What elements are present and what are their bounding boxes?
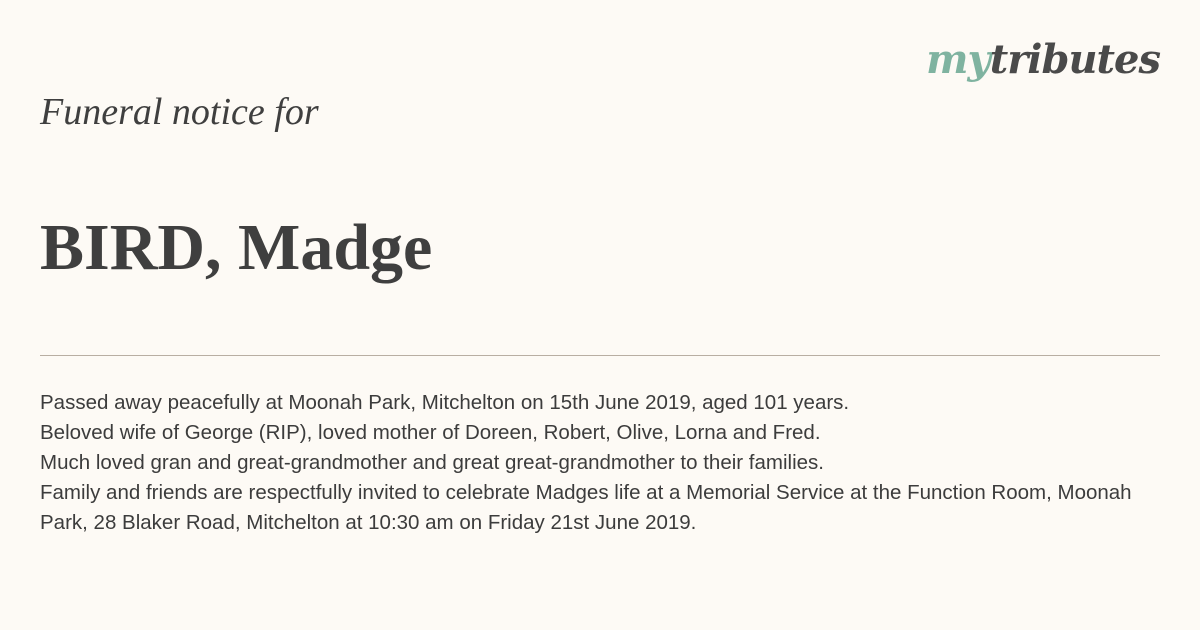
notice-line: Family and friends are respectfully invited to celebrate Madges life at a Memorial Service at the Function Room, Moonah Park, 28 Blaker Road, Mitchelton at 10:30 am on Friday 21st June 2019. [40,481,1132,534]
notice-line: Beloved wife of George (RIP), loved mother of Doreen, Robert, Olive, Lorna and Fred. [40,421,821,444]
notice-line: Much loved gran and great-grandmother and great great-grandmother to their families. [40,451,824,474]
notice-body [40,388,1160,538]
notice-subtitle: Funeral notice for [40,91,319,133]
logo-my-text: my [926,36,990,83]
deceased-name: BIRD, Madge [40,211,433,284]
logo-tributes-text: tributes [989,36,1160,83]
divider [40,355,1160,356]
mytributes-logo[interactable] [926,30,1160,90]
notice-line: Passed away peacefully at Moonah Park, Mitchelton on 15th June 2019, aged 101 years. [40,391,850,414]
